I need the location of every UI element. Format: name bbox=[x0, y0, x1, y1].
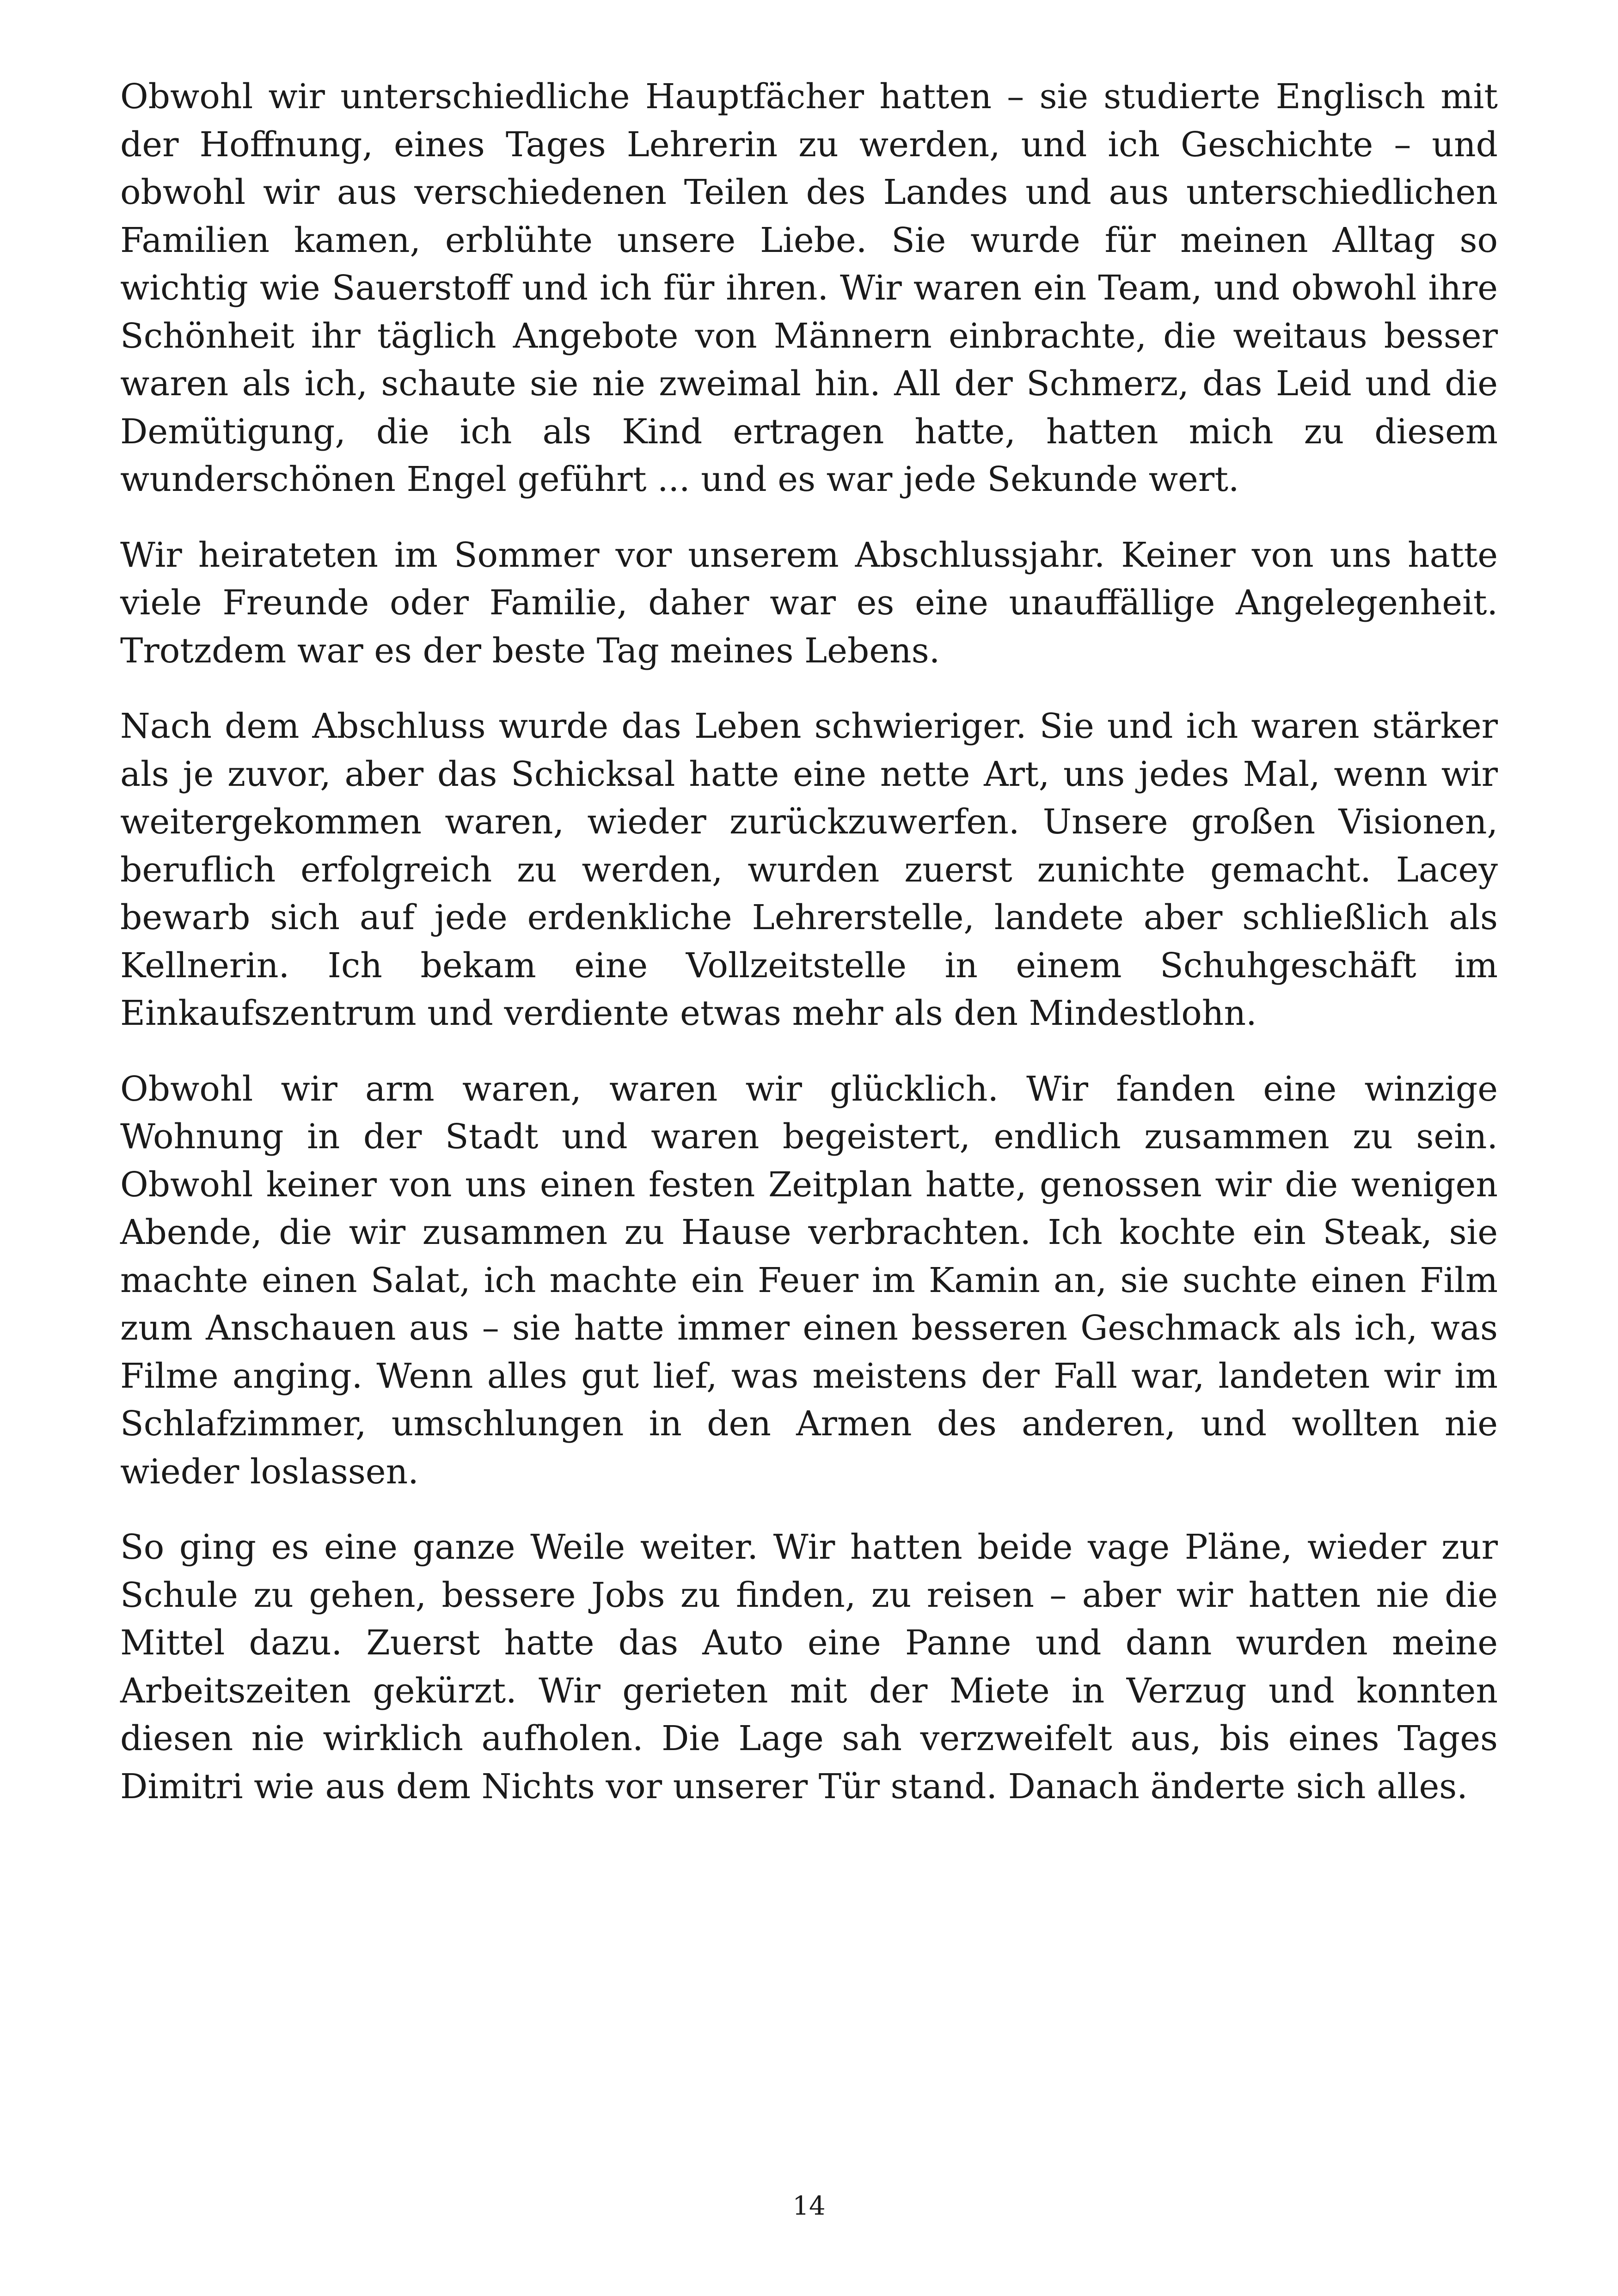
paragraph-4: Obwohl wir arm waren, waren wir glücklich. Wir fanden eine winzige Wohnung in der Stadt und waren begeistert, endlich zusammen zu sein. Obwohl keiner von uns einen festen Zeitplan hatte, genossen wir die wenigen Abende, die wir zusammen zu Hause verbrachten. Ich kochte ein Steak, sie machte einen Salat, ich machte ein Feuer im Kamin an, sie suchte einen Film zum Anschauen aus – sie hatte immer einen besseren Geschmack als ich, was Filme anging. Wenn alles gut lief, was meistens der Fall war, landeten wir im Schlafzimmer, umschlungen in den Armen des anderen, und wollten nie wieder loslassen. bbox=[120, 1069, 1498, 1492]
paragraph-1: Obwohl wir unterschiedliche Hauptfächer hatten – sie studierte Englisch mit der Hoffnung, eines Tages Lehrerin zu werden, und ich Geschichte – und obwohl wir aus verschiedenen Teilen des Landes und aus unterschiedlichen Familien kamen, erblühte unsere Liebe. Sie wurde für meinen Alltag so wichtig wie Sauerstoff und ich für ihren. Wir waren ein Team, und obwohl ihre Schönheit ihr täglich Angebote von Männern einbrachte, die weitaus besser waren als ich, schaute sie nie zweimal hin. All der Schmerz, das Leid und die Demütigung, die ich als Kind ertragen hatte, hatten mich zu diesem wunderschönen Engel geführt ... und es war jede Sekunde wert. bbox=[120, 77, 1498, 499]
page-number: 14 bbox=[792, 2191, 826, 2221]
paragraph-3: Nach dem Abschluss wurde das Leben schwieriger. Sie und ich waren stärker als je zuvor, aber das Schicksal hatte eine nette Art, uns jedes Mal, wenn wir weitergekommen waren, wieder zurückzuwerfen. Unsere großen Visionen, beruflich erfolgreich zu werden, wurden zuerst zunichte gemacht. Lacey bewarb sich auf jede erdenkliche Lehrerstelle, landete aber schließlich als Kellnerin. Ich bekam eine Vollzeitstelle in einem Schuhgeschäft im Einkaufszentrum und verdiente etwas mehr als den Mindestlohn. bbox=[120, 706, 1498, 1033]
paragraph-5: So ging es eine ganze Weile weiter. Wir hatten beide vage Pläne, wieder zur Schule zu gehen, bessere Jobs zu finden, zu reisen – aber wir hatten nie die Mittel dazu. Zuerst hatte das Auto eine Panne und dann wurden meine Arbeitszeiten gekürzt. Wir gerieten mit der Miete in Verzug und konnten diesen nie wirklich aufholen. Die Lage sah verzweifelt aus, bis eines Tages Dimitri wie aus dem Nichts vor unserer Tür stand. Danach änderte sich alles. bbox=[120, 1527, 1498, 1806]
body-text bbox=[120, 73, 1498, 1838]
paragraph-2: Wir heirateten im Sommer vor unserem Abschlussjahr. Keiner von uns hatte viele Freunde oder Familie, daher war es eine unauffällige Angelegenheit. Trotzdem war es der beste Tag meines Lebens. bbox=[120, 535, 1498, 671]
